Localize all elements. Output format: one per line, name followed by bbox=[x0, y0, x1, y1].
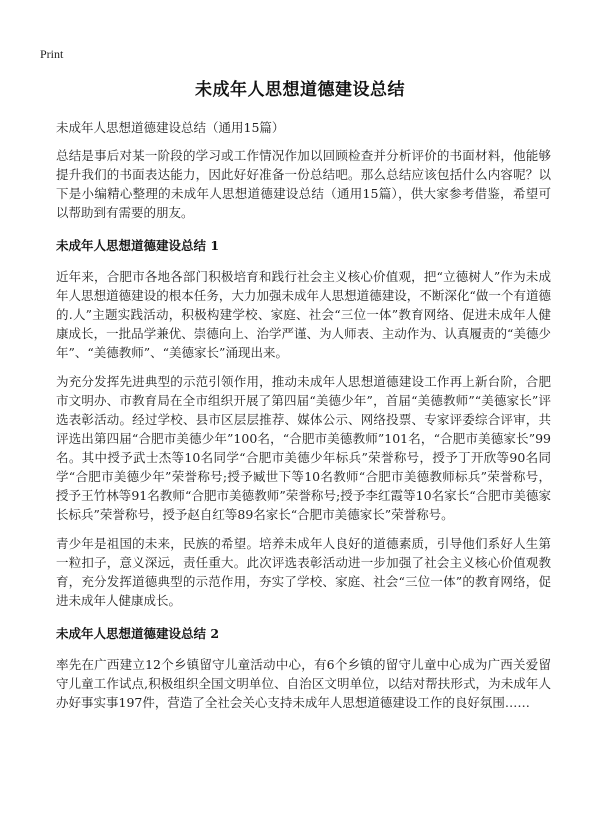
print-link[interactable]: Print bbox=[40, 47, 64, 61]
section-heading: 未成年人思想道德建设总结 1 bbox=[56, 238, 220, 253]
intro-paragraph: 总结是事后对某一阶段的学习或工作情况作加以回顾检查并分析评价的书面材料，他能够提升我们的书面表达能力，因此好好准备一份总结吧。那么总结应该包括什么内容呢？以下是小编精心整理的未成年人思想道德建设总结（通用15篇），供大家参考借鉴，希望可以帮助到有需要的朋友。 bbox=[56, 148, 551, 220]
page-title: 未成年人思想道德建设总结 bbox=[195, 80, 405, 100]
body-paragraph: 青少年是祖国的未来，民族的希望。培养未成年人良好的道德素质，引导他们系好人生第一粒扣子，意义深远，责任重大。此次评选表彰活动进一步加强了社会主义核心价值观教育，充分发挥道德典型的示范作用，夯实了学校、家庭、社会“三位一体”的教育网络，促进未成年人健康成长。 bbox=[56, 536, 551, 608]
document-body bbox=[56, 118, 551, 722]
body-paragraph: 近年来，合肥市各地各部门积极培育和践行社会主义核心价值观，把“立德树人”作为未成年人思想道德建设的根本任务，大力加强未成年人思想道德建设，不断深化“做一个有道德的.人”主题实践活动，积极构建学校、家庭、社会“三位一体”教育网络、促进未成年人健康成长，一批品学兼优、崇德向上、治学严谨、为人师表、主动作为、认真履责的“美德少年”、“美德教师”、“美德家长”涌现出来。 bbox=[56, 269, 551, 360]
body-paragraph: 率先在广西建立12个乡镇留守儿童活动中心，有6个乡镇的留守儿童中心成为广西关爱留守儿童工作试点,积极组织全国文明单位、自治区文明单位，以结对帮扶形式，为未成年人办好事实事197件，营造了全社会关心支持未成年人思想道德建设工作的良好氛围…… bbox=[56, 657, 551, 710]
document-subtitle: 未成年人思想道德建设总结（通用15篇） bbox=[56, 120, 285, 135]
section-2 bbox=[56, 624, 551, 712]
section-heading: 未成年人思想道德建设总结 2 bbox=[56, 626, 220, 641]
body-paragraph: 为充分发挥先进典型的示范引领作用，推动未成年人思想道德建设工作再上新台阶，合肥市文明办、市教育局在全市组织开展了第四届“美德少年”，首届“美德教师”“美德家长”评选表彰活动。经过学校、县市区层层推荐、媒体公示、网络投票、专家评委综合评审，共评选出第四届“合肥市美德少年”100名，“合肥市美德教师”101名，“合肥市美德家长”99名。其中授予武士杰等10名同学“合肥市美德少年标兵”荣誉称号，授予丁开欣等90名同学“合肥市美德少年”荣誉称号;授予臧世下等10名教师“合肥市美德教师标兵”荣誉称号，授予王竹林等91名教师“合肥市美德教师”荣誉称号;授予李红霞等10名家长“合肥市美德家长标兵”荣誉称号，授予赵自红等89名家长“合肥市美德家长”荣誉称号。 bbox=[56, 374, 551, 522]
section-1 bbox=[56, 236, 551, 610]
